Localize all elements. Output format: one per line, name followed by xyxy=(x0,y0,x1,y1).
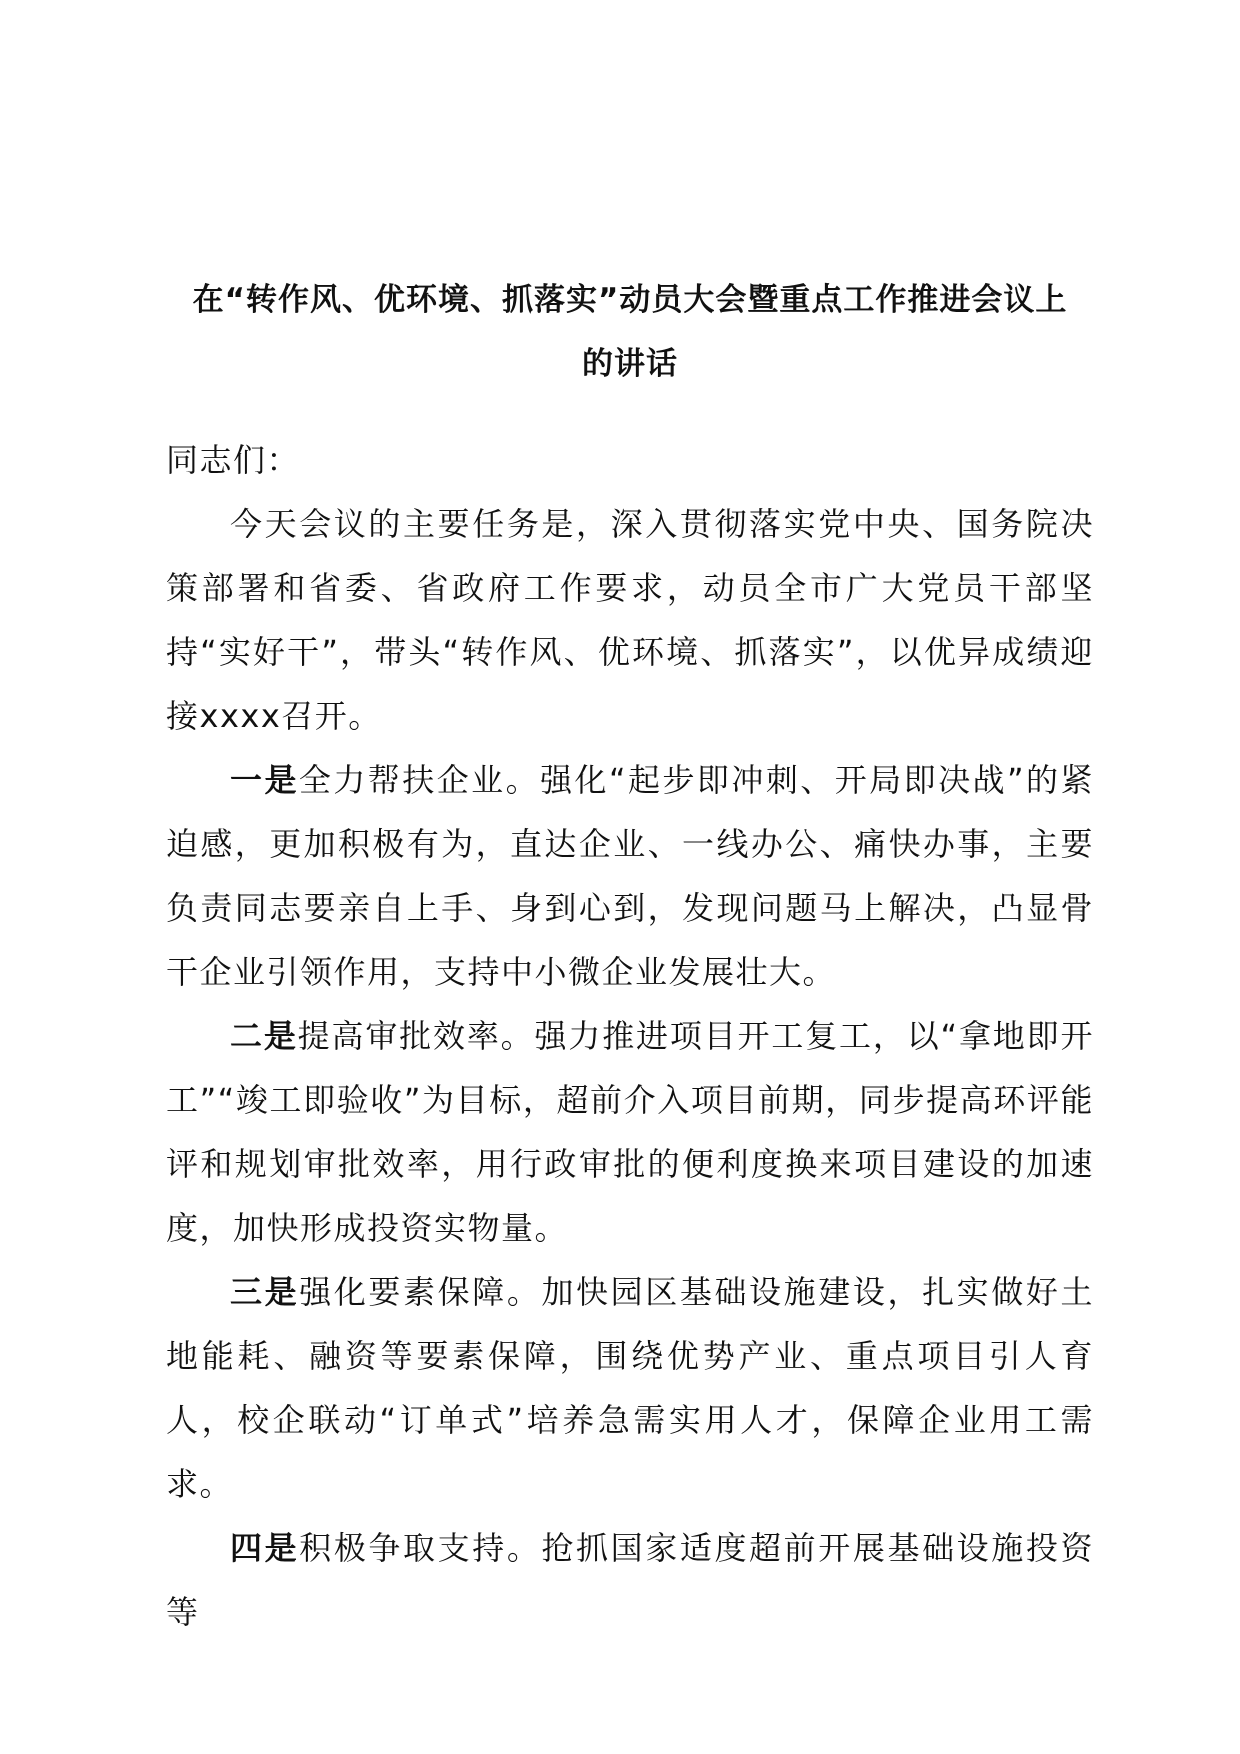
point-lead-3: 三是 xyxy=(230,1273,300,1311)
point-text-3: 强化要素保障。加快园区基础设施建设，扎实做好土地能耗、融资等要素保障，围绕优势产业、重点项目引人育人，校企联动“订单式”培养急需实用人才，保障企业用工需求。 xyxy=(166,1273,1094,1503)
intro-paragraph: 今天会议的主要任务是，深入贯彻落实党中央、国务院决策部署和省委、省政府工作要求，动员全市广大党员干部坚持“实好干”，带头“转作风、优环境、抓落实”，以优异成绩迎接xxxx召开。 xyxy=(166,505,1094,735)
point-paragraph-3 xyxy=(166,1260,1094,1516)
title-line-1: 在“转作风、优环境、抓落实”动员大会暨重点工作推进会议上 xyxy=(192,282,1068,318)
point-lead-1: 一是 xyxy=(230,761,299,799)
point-paragraph-4 xyxy=(166,1516,1094,1644)
document-title xyxy=(166,268,1094,396)
salutation: 同志们： xyxy=(166,441,301,479)
point-text-4: 积极争取支持。抢抓国家适度超前开展基础设施投资等 xyxy=(166,1529,1094,1631)
document-body xyxy=(166,428,1094,1644)
title-line-2: 的讲话 xyxy=(582,346,678,382)
point-text-1: 全力帮扶企业。强化“起步即冲刺、开局即决战”的紧迫感，更加积极有为，直达企业、一线办公、痛快办事，主要负责同志要亲自上手、身到心到，发现问题马上解决，凸显骨干企业引领作用，支持中小微企业发展壮大。 xyxy=(166,761,1094,991)
point-lead-4: 四是 xyxy=(230,1529,300,1567)
point-lead-2: 二是 xyxy=(230,1017,298,1055)
point-paragraph-2 xyxy=(166,1004,1094,1260)
point-paragraph-1 xyxy=(166,748,1094,1004)
point-text-2: 提高审批效率。强力推进项目开工复工，以“拿地即开工”“竣工即验收”为目标，超前介入项目前期，同步提高环评能评和规划审批效率，用行政审批的便利度换来项目建设的加速度，加快形成投资实物量。 xyxy=(166,1017,1094,1247)
